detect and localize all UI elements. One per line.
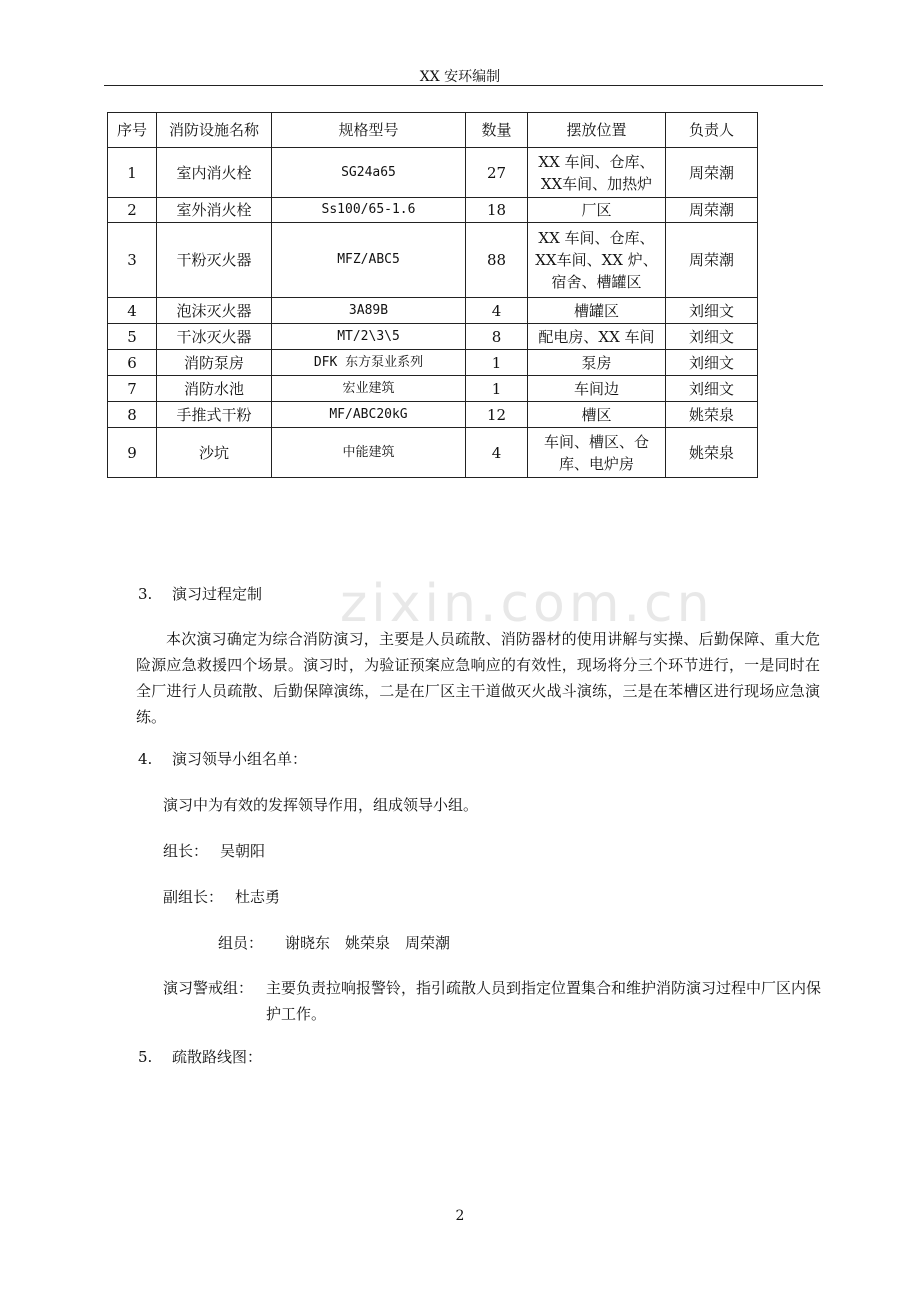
header-cell-location: 摆放位置 (528, 113, 666, 148)
cell-qty: 1 (466, 376, 528, 402)
cell-spec: SG24a65 (272, 148, 466, 198)
header-cell-name: 消防设施名称 (157, 113, 272, 148)
cell-no: 6 (108, 350, 157, 376)
watermark: zixin.com.cn (340, 574, 714, 634)
cell-spec: Ss100/65-1.6 (272, 198, 466, 223)
page-number: 2 (455, 1208, 465, 1224)
table-row (108, 428, 758, 478)
members-label: 组员： (218, 934, 264, 952)
cell-name: 室外消火栓 (157, 198, 272, 223)
cell-name: 室内消火栓 (157, 148, 272, 198)
deputy-name: 杜志勇 (235, 888, 281, 906)
cell-person: 刘细文 (666, 350, 758, 376)
cell-person: 刘细文 (666, 376, 758, 402)
table-row (108, 324, 758, 350)
members-names: 谢晓东 姚荣泉 周荣潮 (285, 934, 451, 952)
table-row (108, 376, 758, 402)
table-header-row (108, 113, 758, 148)
header-divider (104, 85, 823, 86)
cell-no: 9 (108, 428, 157, 478)
cell-spec: MT/2\3\5 (272, 324, 466, 350)
cell-qty: 8 (466, 324, 528, 350)
leader-row (163, 838, 265, 864)
cell-name: 手推式干粉 (157, 402, 272, 428)
section-3-title: 演习过程定制 (172, 585, 263, 603)
cell-no: 5 (108, 324, 157, 350)
leader-name: 吴朝阳 (220, 842, 266, 860)
cell-name: 干粉灭火器 (157, 223, 272, 298)
header-cell-no: 序号 (108, 113, 157, 148)
cell-name: 泡沫灭火器 (157, 298, 272, 324)
cell-qty: 88 (466, 223, 528, 298)
cell-qty: 4 (466, 428, 528, 478)
alert-group-text: 主要负责拉响报警铃，指引疏散人员到指定位置集合和维护消防演习过程中厂区内保护工作。 (266, 979, 822, 1023)
cell-name: 消防水池 (157, 376, 272, 402)
cell-no: 1 (108, 148, 157, 198)
section-4-number: 4. (138, 750, 153, 768)
deputy-label: 副组长： (163, 888, 224, 906)
deputy-row (163, 884, 280, 910)
table-row (108, 402, 758, 428)
cell-person: 周荣潮 (666, 148, 758, 198)
leader-label: 组长： (163, 842, 209, 860)
cell-location: 车间、槽区、仓库、电炉房 (528, 428, 666, 478)
cell-location: XX 车间、仓库、XX车间、加热炉 (528, 148, 666, 198)
section-5-heading (138, 1044, 262, 1070)
header-cell-qty: 数量 (466, 113, 528, 148)
table-row (108, 350, 758, 376)
cell-no: 2 (108, 198, 157, 223)
cell-name: 沙坑 (157, 428, 272, 478)
cell-person: 姚荣泉 (666, 402, 758, 428)
cell-location: XX 车间、仓库、XX车间、XX 炉、宿舍、槽罐区 (528, 223, 666, 298)
section-3-number: 3. (138, 585, 153, 603)
cell-location: 车间边 (528, 376, 666, 402)
alert-group-label: 演习警戒组： (163, 979, 254, 997)
members-row (218, 930, 450, 956)
cell-location: 泵房 (528, 350, 666, 376)
cell-person: 刘细文 (666, 298, 758, 324)
section-3-paragraph: 本次演习确定为综合消防演习，主要是人员疏散、消防器材的使用讲解与实操、后勤保障、重大危险源应急救援四个场景。演习时，为验证预案应急响应的有效性，现场将分三个环节进行，一是同时在全厂进行人员疏散、后勤保障演练，二是在厂区主干道做灭火战斗演练，三是在苯槽区进行现场应急演练。 (136, 630, 820, 726)
cell-person: 姚荣泉 (666, 428, 758, 478)
cell-qty: 18 (466, 198, 528, 223)
cell-no: 3 (108, 223, 157, 298)
cell-no: 8 (108, 402, 157, 428)
cell-location: 槽罐区 (528, 298, 666, 324)
cell-qty: 4 (466, 298, 528, 324)
section-4-title: 演习领导小组名单： (172, 750, 308, 768)
cell-name: 消防泵房 (157, 350, 272, 376)
section-4-heading (138, 746, 307, 772)
header-cell-spec: 规格型号 (272, 113, 466, 148)
table-row (108, 148, 758, 198)
page-header-title: XX 安环编制 (419, 69, 501, 85)
cell-spec: 宏业建筑 (272, 376, 466, 402)
cell-person: 刘细文 (666, 324, 758, 350)
cell-spec: 中能建筑 (272, 428, 466, 478)
cell-spec: MF/ABC20kG (272, 402, 466, 428)
cell-spec: 3A89B (272, 298, 466, 324)
header-cell-person: 负责人 (666, 113, 758, 148)
section-5-title: 疏散路线图： (172, 1048, 263, 1066)
cell-qty: 12 (466, 402, 528, 428)
section-5-number: 5. (138, 1048, 153, 1066)
cell-spec: DFK 东方泵业系列 (272, 350, 466, 376)
cell-qty: 27 (466, 148, 528, 198)
cell-location: 槽区 (528, 402, 666, 428)
cell-person: 周荣潮 (666, 223, 758, 298)
cell-location: 厂区 (528, 198, 666, 223)
table-row (108, 298, 758, 324)
fire-facilities-table (107, 112, 758, 478)
cell-qty: 1 (466, 350, 528, 376)
cell-person: 周荣潮 (666, 198, 758, 223)
cell-no: 7 (108, 376, 157, 402)
section-4-intro: 演习中为有效的发挥领导作用，组成领导小组。 (163, 796, 479, 814)
table-row (108, 198, 758, 223)
table-row (108, 223, 758, 298)
cell-name: 干冰灭火器 (157, 324, 272, 350)
cell-spec: MFZ/ABC5 (272, 223, 466, 298)
cell-no: 4 (108, 298, 157, 324)
section-3-heading (138, 581, 262, 607)
alert-group-row (163, 975, 823, 1027)
cell-location: 配电房、XX 车间 (528, 324, 666, 350)
